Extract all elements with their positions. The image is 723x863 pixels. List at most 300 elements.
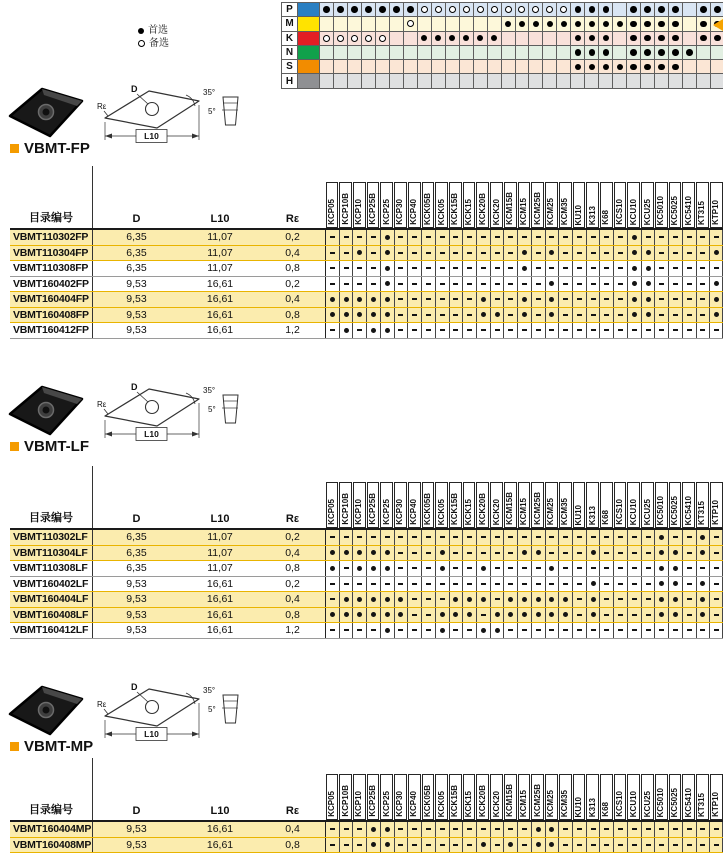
grade-cell xyxy=(325,261,339,276)
preferred-dot xyxy=(440,628,445,633)
not-available-dash xyxy=(536,283,541,285)
preferred-dot xyxy=(385,842,390,847)
application-cell xyxy=(446,46,459,59)
grade-cell xyxy=(668,577,682,592)
grade-cell xyxy=(682,623,696,638)
grade-label: KCM15B xyxy=(505,784,515,817)
grade-label: KCP05 xyxy=(326,791,336,817)
not-available-dash xyxy=(440,828,445,830)
not-available-dash xyxy=(632,552,637,554)
grade-cell xyxy=(586,308,600,323)
not-available-dash xyxy=(673,329,678,331)
not-available-dash xyxy=(714,614,719,616)
grade-header-cell xyxy=(380,166,394,228)
grade-cell xyxy=(682,577,696,592)
grade-cell xyxy=(476,561,490,576)
grade-cell xyxy=(339,246,353,261)
grade-cell xyxy=(572,530,586,545)
not-available-dash xyxy=(563,298,568,300)
grade-header-cell xyxy=(531,758,545,820)
preferred-dot xyxy=(549,612,554,617)
not-available-dash xyxy=(344,283,349,285)
application-cell xyxy=(446,17,459,30)
grade-label: KCP25B xyxy=(368,193,378,225)
application-cell xyxy=(627,3,640,16)
application-cell xyxy=(543,17,556,30)
not-available-dash xyxy=(412,267,417,269)
application-cell xyxy=(585,74,598,87)
application-cell xyxy=(390,32,403,45)
not-available-dash xyxy=(700,267,705,269)
not-available-dash xyxy=(549,536,554,538)
application-cell xyxy=(404,32,417,45)
grade-label: KC5010 xyxy=(656,787,666,817)
preferred-dot xyxy=(440,566,445,571)
not-available-dash xyxy=(426,298,431,300)
grade-cell xyxy=(407,323,421,338)
grade-label: KCP10 xyxy=(354,499,364,525)
not-available-dash xyxy=(700,844,705,846)
svg-text:L10: L10 xyxy=(144,729,159,739)
not-available-dash xyxy=(673,283,678,285)
grade-cell xyxy=(531,323,545,338)
re-value: 0,2 xyxy=(285,231,300,244)
grade-cell xyxy=(545,561,559,576)
grade-header-cell xyxy=(517,758,531,820)
grade-cell xyxy=(339,608,353,623)
grade-table-rows xyxy=(10,820,723,853)
application-cell xyxy=(418,3,431,16)
grade-column-header xyxy=(655,774,668,820)
grade-cell xyxy=(421,246,435,261)
grade-cell xyxy=(531,546,545,561)
not-available-dash xyxy=(453,267,458,269)
alternate-mark xyxy=(518,6,525,13)
grade-label: KCK15 xyxy=(464,198,474,225)
grade-cell xyxy=(517,261,531,276)
application-cell xyxy=(460,3,473,16)
preferred-dot xyxy=(385,281,390,286)
grade-cell xyxy=(558,277,572,292)
grade-header-cell xyxy=(394,758,408,820)
grade-label: KC5410 xyxy=(683,195,693,225)
grade-cell xyxy=(586,261,600,276)
application-cell xyxy=(376,46,389,59)
grade-label: KCM15 xyxy=(518,497,528,525)
not-available-dash xyxy=(467,629,472,631)
grade-column-header xyxy=(573,774,586,820)
grade-cell xyxy=(531,623,545,638)
grade-column-header xyxy=(655,482,668,528)
not-available-dash xyxy=(632,844,637,846)
grade-cell xyxy=(517,592,531,607)
application-cell xyxy=(390,17,403,30)
not-available-dash xyxy=(577,329,582,331)
grade-cell xyxy=(696,308,710,323)
grade-label: KCU10 xyxy=(628,198,638,225)
grade-label: KCP10B xyxy=(340,785,350,817)
grade-cell xyxy=(572,277,586,292)
not-available-dash xyxy=(687,329,692,331)
not-available-dash xyxy=(495,567,500,569)
grade-cell xyxy=(696,561,710,576)
application-cell xyxy=(683,46,696,59)
preferred-mark xyxy=(686,49,693,56)
legend-preferred-label: 首选 xyxy=(148,25,168,36)
not-available-dash xyxy=(508,329,513,331)
grade-cell xyxy=(462,546,476,561)
re-value: 0,8 xyxy=(285,608,300,621)
application-cell xyxy=(641,3,654,16)
preferred-dot xyxy=(357,612,362,617)
preferred-dot xyxy=(673,566,678,571)
not-available-dash xyxy=(577,536,582,538)
grade-header-cell xyxy=(545,466,559,528)
preferred-dot xyxy=(646,250,651,255)
preferred-mark xyxy=(435,35,442,42)
application-cell xyxy=(474,17,487,30)
application-cell xyxy=(404,46,417,59)
grade-label: KCK20 xyxy=(491,198,501,225)
preferred-mark xyxy=(630,35,637,42)
grade-header-cell xyxy=(558,466,572,528)
grade-column-header xyxy=(326,482,339,528)
application-cell xyxy=(711,60,723,73)
grade-cell xyxy=(462,561,476,576)
not-available-dash xyxy=(591,329,596,331)
not-available-dash xyxy=(453,567,458,569)
grade-cell xyxy=(682,323,696,338)
grade-column-header xyxy=(586,482,599,528)
grade-cell xyxy=(599,246,613,261)
grade-cell xyxy=(531,292,545,307)
not-available-dash xyxy=(577,828,582,830)
catalog-number: VBMT160404LF xyxy=(10,592,93,607)
application-cell xyxy=(432,46,445,59)
material-application-grid xyxy=(281,2,723,89)
svg-text:Rε: Rε xyxy=(97,102,107,111)
grade-label: KTP10 xyxy=(711,792,721,817)
preferred-mark xyxy=(644,35,651,42)
application-cell xyxy=(557,46,570,59)
grade-cell xyxy=(380,261,394,276)
not-available-dash xyxy=(591,567,596,569)
grade-cell xyxy=(572,623,586,638)
grade-column-header xyxy=(394,182,407,228)
grade-cell xyxy=(380,838,394,853)
preferred-mark xyxy=(658,21,665,28)
application-cell xyxy=(362,3,375,16)
grade-label: KCP25 xyxy=(381,199,391,225)
not-available-dash xyxy=(563,536,568,538)
preferred-dot xyxy=(659,597,664,602)
l10-value: 11,07 xyxy=(207,562,233,575)
not-available-dash xyxy=(495,236,500,238)
svg-text:5°: 5° xyxy=(208,405,216,414)
grade-header-cell xyxy=(531,166,545,228)
not-available-dash xyxy=(618,552,623,554)
not-available-dash xyxy=(398,567,403,569)
grade-cell xyxy=(503,277,517,292)
grade-cell xyxy=(462,308,476,323)
application-cell xyxy=(669,3,682,16)
preferred-dot xyxy=(330,312,335,317)
grade-cell xyxy=(394,561,408,576)
grade-column-header xyxy=(531,774,544,820)
grade-cell xyxy=(586,608,600,623)
grade-label: KCS10 xyxy=(615,791,625,817)
grade-column-header xyxy=(600,482,613,528)
application-cell xyxy=(418,17,431,30)
grade-label: KCK20 xyxy=(491,498,501,525)
grade-label: KCK20B xyxy=(477,492,487,525)
grade-cell xyxy=(531,308,545,323)
grade-cell xyxy=(325,277,339,292)
application-cell xyxy=(641,32,654,45)
grade-column-header xyxy=(380,182,393,228)
l10-value: 16,61 xyxy=(206,624,234,637)
not-available-dash xyxy=(495,552,500,554)
grade-cell xyxy=(599,308,613,323)
grade-cell xyxy=(682,608,696,623)
grade-cell xyxy=(352,838,366,853)
not-available-dash xyxy=(687,236,692,238)
grade-column-header xyxy=(710,774,723,820)
not-available-dash xyxy=(618,598,623,600)
application-cell xyxy=(502,32,515,45)
grade-cell xyxy=(627,838,641,853)
preferred-dot xyxy=(344,312,349,317)
preferred-dot xyxy=(659,535,664,540)
application-cell xyxy=(599,17,612,30)
not-available-dash xyxy=(563,283,568,285)
section-bullet-icon xyxy=(10,442,19,451)
not-available-dash xyxy=(714,844,719,846)
grade-cell xyxy=(668,261,682,276)
l10-value: 16,61 xyxy=(206,293,234,306)
not-available-dash xyxy=(536,536,541,538)
grade-cell xyxy=(531,592,545,607)
not-available-dash xyxy=(398,298,403,300)
not-available-dash xyxy=(591,536,596,538)
grade-cell xyxy=(613,546,627,561)
preferred-dot xyxy=(357,566,362,571)
grade-table xyxy=(10,466,723,639)
application-cell xyxy=(488,46,501,59)
application-cell xyxy=(641,74,654,87)
grade-header-cell xyxy=(503,758,517,820)
grade-cell xyxy=(641,561,655,576)
material-class-H: H xyxy=(282,74,297,87)
not-available-dash xyxy=(687,267,692,269)
preferred-dot xyxy=(549,827,554,832)
not-available-dash xyxy=(357,536,362,538)
grade-cell xyxy=(476,246,490,261)
grade-cell xyxy=(407,577,421,592)
application-cell xyxy=(683,32,696,45)
application-cell xyxy=(613,17,626,30)
grade-label: K313 xyxy=(587,505,597,525)
grade-header-cell xyxy=(668,166,682,228)
preferred-dot xyxy=(700,581,705,586)
table-row xyxy=(10,246,723,262)
application-cell xyxy=(669,17,682,30)
preferred-dot xyxy=(371,328,376,333)
table-row xyxy=(10,577,723,593)
not-available-dash xyxy=(536,329,541,331)
application-cell xyxy=(348,3,361,16)
preferred-mark xyxy=(365,6,372,13)
grade-header-cell xyxy=(558,758,572,820)
grade-column-header xyxy=(545,774,558,820)
not-available-dash xyxy=(330,329,335,331)
grade-label: K313 xyxy=(587,797,597,817)
preferred-mark xyxy=(589,21,596,28)
preferred-mark xyxy=(603,6,610,13)
grade-cell xyxy=(641,323,655,338)
grade-cell xyxy=(394,608,408,623)
grade-cell xyxy=(380,308,394,323)
grade-label: KT315 xyxy=(697,792,707,817)
grade-cell xyxy=(435,608,449,623)
not-available-dash xyxy=(398,828,403,830)
grade-cell xyxy=(339,561,353,576)
grade-column-header xyxy=(641,182,654,228)
application-cell xyxy=(543,32,556,45)
grade-cell xyxy=(599,277,613,292)
grade-label: KCP30 xyxy=(395,791,405,817)
grade-label: KCM35 xyxy=(560,197,570,225)
preferred-mark xyxy=(658,35,665,42)
grade-cell xyxy=(476,230,490,245)
preferred-dot xyxy=(632,297,637,302)
grade-column-header xyxy=(367,182,380,228)
grade-cell xyxy=(654,261,668,276)
preferred-dot xyxy=(508,612,513,617)
not-available-dash xyxy=(330,536,335,538)
preferred-mark xyxy=(644,49,651,56)
grade-cell xyxy=(599,530,613,545)
table-row xyxy=(10,623,723,639)
grade-column-header xyxy=(600,774,613,820)
re-column-header: Rε xyxy=(285,513,300,525)
preferred-dot xyxy=(440,550,445,555)
grade-header-cell xyxy=(709,166,723,228)
preferred-dot xyxy=(357,297,362,302)
not-available-dash xyxy=(618,629,623,631)
grade-cell xyxy=(449,577,463,592)
preferred-dot xyxy=(591,581,596,586)
application-cell xyxy=(348,60,361,73)
application-cell xyxy=(460,32,473,45)
re-value: 0,2 xyxy=(285,277,300,290)
application-cell xyxy=(543,46,556,59)
svg-text:D: D xyxy=(131,84,138,94)
grade-label: KCM35 xyxy=(560,497,570,525)
application-cell xyxy=(404,17,417,30)
grade-cell xyxy=(668,592,682,607)
grade-cell xyxy=(449,592,463,607)
grade-label: KC5010 xyxy=(656,495,666,525)
grade-cell xyxy=(682,308,696,323)
grade-cell xyxy=(421,838,435,853)
grade-column-header xyxy=(339,182,352,228)
grade-cell xyxy=(668,323,682,338)
grade-cell xyxy=(531,561,545,576)
not-available-dash xyxy=(426,598,431,600)
not-available-dash xyxy=(495,283,500,285)
table-row xyxy=(10,308,723,324)
grade-cell xyxy=(558,546,572,561)
not-available-dash xyxy=(536,583,541,585)
grade-column-header xyxy=(682,182,695,228)
svg-text:L10: L10 xyxy=(144,429,159,439)
grade-cell xyxy=(407,230,421,245)
not-available-dash xyxy=(591,267,596,269)
not-available-dash xyxy=(371,236,376,238)
preferred-mark xyxy=(547,21,554,28)
grade-cell xyxy=(558,822,572,837)
grade-cell xyxy=(682,822,696,837)
grade-header-cell xyxy=(462,466,476,528)
not-available-dash xyxy=(398,536,403,538)
grade-column-header xyxy=(559,182,572,228)
grade-cell xyxy=(449,246,463,261)
application-cell xyxy=(404,3,417,16)
not-available-dash xyxy=(398,844,403,846)
not-available-dash xyxy=(371,629,376,631)
grade-column-header xyxy=(586,774,599,820)
preferred-mark xyxy=(603,35,610,42)
not-available-dash xyxy=(426,614,431,616)
l10-value: 11,07 xyxy=(207,546,233,559)
grade-cell xyxy=(490,592,504,607)
grade-cell xyxy=(586,292,600,307)
catalog-number: VBMT110302FP xyxy=(10,230,93,245)
preferred-dot xyxy=(385,235,390,240)
grade-column-header xyxy=(339,774,352,820)
grade-cell xyxy=(599,323,613,338)
catalog-number: VBMT160402FP xyxy=(10,277,93,292)
alternate-mark xyxy=(421,6,428,13)
application-cell xyxy=(585,3,598,16)
not-available-dash xyxy=(604,252,609,254)
preferred-dot xyxy=(549,597,554,602)
grade-cell xyxy=(654,308,668,323)
grade-header-cell xyxy=(503,166,517,228)
preferred-mark xyxy=(617,21,624,28)
not-available-dash xyxy=(522,828,527,830)
not-available-dash xyxy=(522,536,527,538)
preferred-mark xyxy=(323,6,330,13)
grade-column-header xyxy=(586,182,599,228)
application-cell xyxy=(655,32,668,45)
application-cell xyxy=(320,46,333,59)
grade-column-header xyxy=(600,182,613,228)
grade-cell xyxy=(641,822,655,837)
application-cell xyxy=(697,3,710,16)
grade-label: KU10 xyxy=(573,504,583,525)
grade-cell xyxy=(435,277,449,292)
re-value: 0,4 xyxy=(285,593,300,606)
preferred-dot xyxy=(714,281,719,286)
table-row xyxy=(10,608,723,624)
not-available-dash xyxy=(549,329,554,331)
application-cell xyxy=(571,74,584,87)
not-available-dash xyxy=(577,267,582,269)
not-available-dash xyxy=(646,536,651,538)
grade-column-header xyxy=(504,482,517,528)
